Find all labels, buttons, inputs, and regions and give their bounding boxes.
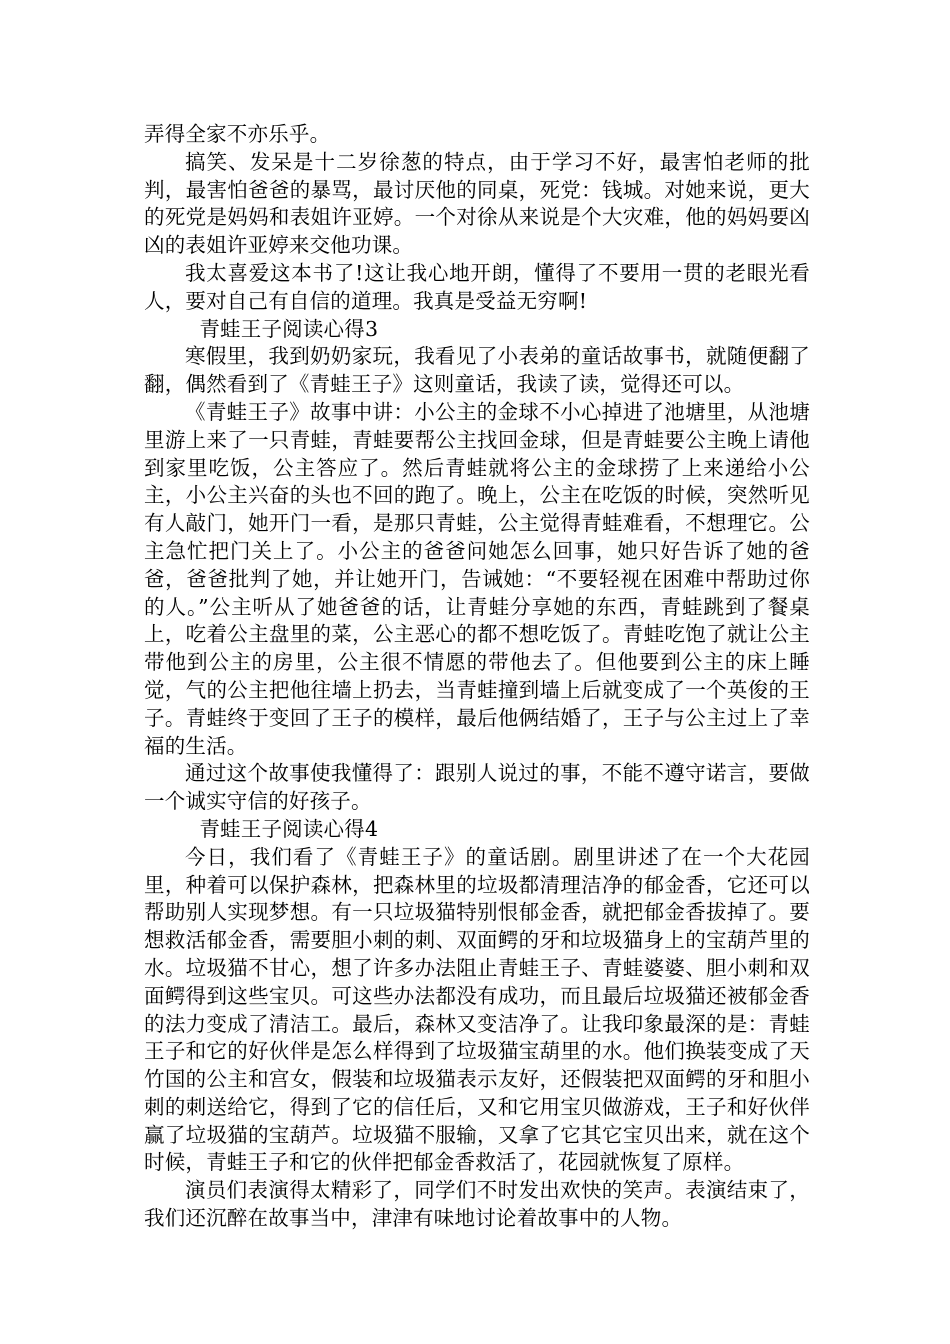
paragraph: 弄得全家不亦乐乎。 xyxy=(144,122,331,146)
paragraph: 我太喜爱这本书了!这让我心地开朗，懂得了不要用一贯的老眼光看人，要对自己有自信的道理。我真是受益无穷啊! xyxy=(144,260,810,313)
paragraph: 演员们表演得太精彩了，同学们不时发出欢快的笑声。表演结束了，我们还沉醉在故事当中，津津有味地讨论着故事中的人物。 xyxy=(144,1178,810,1231)
section-heading: 青蛙王子阅读心得3 xyxy=(199,316,379,341)
paragraph: 寒假里，我到奶奶家玩，我看见了小表弟的童话故事书，就随便翻了翻，偶然看到了《青蛙王子》这则童话，我读了读，觉得还可以。 xyxy=(144,344,810,397)
document-body xyxy=(144,121,810,1233)
paragraph: 搞笑、发呆是十二岁徐葱的特点，由于学习不好，最害怕老师的批判，最害怕爸爸的暴骂，最讨厌他的同桌，死党：钱城。对她来说，更大的死党是妈妈和表姐许亚婷。一个对徐从来说是个大灾难，他的妈妈要凶凶的表姐许亚婷来交他功课。 xyxy=(144,149,810,258)
paragraph: 通过这个故事使我懂得了：跟别人说过的事，不能不遵守诺言，要做一个诚实守信的好孩子。 xyxy=(144,761,810,814)
paragraph: 《青蛙王子》故事中讲：小公主的金球不小心掉进了池塘里，从池塘里游上来了一只青蛙，青蛙要帮公主找回金球，但是青蛙要公主晚上请他到家里吃饭，公主答应了。然后青蛙就将公主的金球捞了上来递给小公主，小公主兴奋的头也不回的跑了。晚上，公主在吃饭的时候，突然听见有人敲门，她开门一看，是那只青蛙，公主觉得青蛙难看，不想理它。公主急忙把门关上了。小公主的爸爸问她怎么回事，她只好告诉了她的爸爸，爸爸批判了她，并让她开门，告诫她：“不要轻视在困难中帮助过你的人。”公主听从了她爸爸的话，让青蛙分享她的东西，青蛙跳到了餐桌上，吃着公主盘里的菜，公主恶心的都不想吃饭了。青蛙吃饱了就让公主带他到公主的房里，公主很不情愿的带他去了。但他要到公主的床上睡觉，气的公主把他往墙上扔去，当青蛙撞到墙上后就变成了一个英俊的王子。青蛙终于变回了王子的模样，最后他俩结婚了，王子与公主过上了幸福的生活。 xyxy=(144,399,810,758)
section-heading: 青蛙王子阅读心得4 xyxy=(199,816,379,841)
paragraph: 今日，我们看了《青蛙王子》的童话剧。剧里讲述了在一个大花园里，种着可以保护森林，把森林里的垃圾都清理洁净的郁金香，它还可以帮助别人实现梦想。有一只垃圾猫特别恨郁金香，就把郁金香拔掉了。要想救活郁金香，需要胆小刺的刺、双面鳄的牙和垃圾猫身上的宝葫芦里的水。垃圾猫不甘心，想了许多办法阻止青蛙王子、青蛙婆婆、胆小刺和双面鳄得到这些宝贝。可这些办法都没有成功，而且最后垃圾猫还被郁金香的法力变成了清洁工。最后，森林又变洁净了。让我印象最深的是：青蛙王子和它的好伙伴是怎么样得到了垃圾猫宝葫里的水。他们换装变成了天竹国的公主和宫女，假装和垃圾猫表示友好，还假装把双面鳄的牙和胆小刺的刺送给它，得到了它的信任后，又和它用宝贝做游戏，王子和好伙伴赢了垃圾猫的宝葫芦。垃圾猫不服输，又拿了它其它宝贝出来，就在这个时候，青蛙王子和它的伙伴把郁金香救活了，花园就恢复了原样。 xyxy=(144,844,810,1175)
